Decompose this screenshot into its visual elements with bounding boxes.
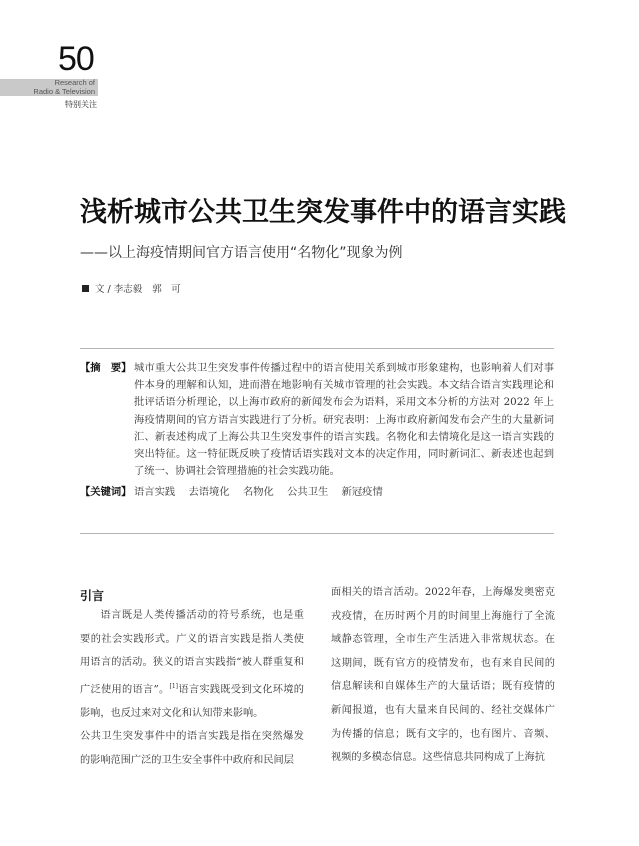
- divider-top: [80, 348, 554, 349]
- keywords-label: 【关键词】: [80, 486, 132, 499]
- paragraph-text: 语言既是人类传播活动的符号系统，也是重要的社会实践形式。广义的语言实践是指人类使用语言的活动。狭义的语言实践指“被人群重复和广泛使用的语言”。: [80, 610, 304, 696]
- keyword: 去语境化: [188, 486, 230, 499]
- intro-heading: 引言: [80, 589, 105, 603]
- square-bullet-icon: [82, 285, 89, 292]
- author-line: [82, 281, 181, 295]
- abstract-text: 城市重大公共卫生突发事件传播过程中的语言使用关系到城市形象建构，也影响着人们对事件本身的理解和认知，进而潜在地影响有关城市管理的社会实践。本文结合语言实践理论和批评话语分析理论，以上海市政府的新闻发布会为语料，采用文本分析的方法对 2022 年上海疫情期间的官方语言实践进行了分析。研究表明：上海市政府新闻发布会产生的大量新词汇、新表述构成了上海公共卫生突发事件的语言实践。名物化和去情境化是这一语言实践的突出特征。这一特征既反映了疫情话语实践对文本的决定作用，同时新词汇、新表述也起到了统一、协调社会管理措施的社会实践功能。: [134, 362, 554, 478]
- paragraph: [80, 604, 304, 725]
- journal-name-line1: Research of: [54, 78, 95, 87]
- keyword: 公共卫生: [287, 486, 329, 499]
- author-secondary: 郭 可: [152, 284, 181, 295]
- divider-bottom: [80, 533, 554, 534]
- article-title: 浅析城市公共卫生突发事件中的语言实践: [80, 197, 566, 228]
- author-primary: 文 / 李志毅: [95, 284, 143, 295]
- page-number: 50: [58, 40, 94, 78]
- section-label: 特别关注: [65, 100, 97, 109]
- paragraph: 公共卫生突发事件中的语言实践是指在突然爆发的影响范围广泛的卫生安全事件中政府和民间层: [80, 731, 304, 766]
- journal-name-bar: [0, 79, 98, 96]
- article-subtitle: ——以上海疫情期间官方语言使用“名物化”现象为例: [80, 245, 403, 261]
- keyword: 名物化: [242, 486, 274, 499]
- paragraph: 面相关的语言活动。2022年春，上海爆发奥密克戎疫情，在历时两个月的时间里上海施行了全流域静态管理，全市生产生活进入非常规状态。在这期间，既有官方的疫情发布，也有来自民间的信息解读和自媒体生产的大量话语；既有疫情的新闻报道，也有大量来自民间的、经社交媒体广为传播的信息；既有文字的，也有图片、音频、视频的多模态信息。这些信息共同构成了上海抗: [331, 587, 555, 764]
- abstract-block: [80, 360, 554, 502]
- keyword: 新冠疫情: [341, 486, 383, 499]
- journal-name-line2: Radio & Television: [33, 86, 95, 96]
- body-column-right: [331, 581, 555, 770]
- citation-ref: [1]: [169, 682, 179, 690]
- journal-name: [33, 79, 95, 96]
- keywords-row: [80, 484, 554, 501]
- paragraph-text: 语言实践既受到文化环境的影响，也反过来对文化和认知带来影响。: [80, 684, 304, 719]
- body-column-left: [80, 604, 304, 773]
- keyword: 语言实践: [134, 486, 176, 499]
- abstract-label: 【摘 要】: [80, 362, 132, 374]
